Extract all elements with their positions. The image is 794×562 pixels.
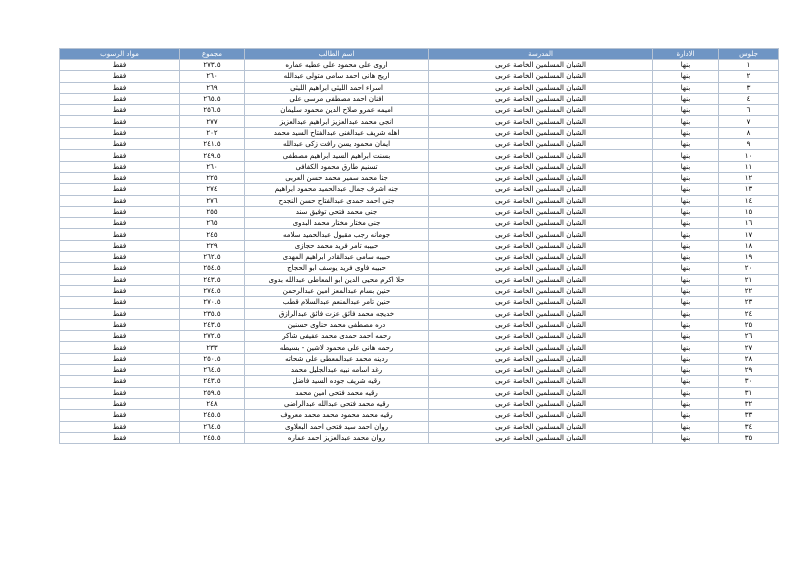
cell-school[interactable]: الشبان المسلمين الخاصة عربى	[429, 184, 653, 195]
cell-school[interactable]: الشبان المسلمين الخاصة عربى	[429, 387, 653, 398]
cell-school[interactable]: الشبان المسلمين الخاصة عربى	[429, 342, 653, 353]
cell-seat[interactable]: ٣١	[719, 387, 779, 398]
results-sheet	[60, 48, 779, 444]
cell-name[interactable]: رحمه احمد حمدى محمد عفيفى شاكر	[245, 331, 429, 342]
cell-name[interactable]: افنان احمد مصطفى مرسى على	[245, 93, 429, 104]
cell-name[interactable]: جنى مختار مختار محمد البدوى	[245, 218, 429, 229]
cell-failed[interactable]: فقط	[60, 308, 180, 319]
table-row	[60, 172, 779, 183]
cell-failed[interactable]: فقط	[60, 240, 180, 251]
cell-name[interactable]: اريج هانى احمد سامى متولى عبدالله	[245, 71, 429, 82]
cell-seat[interactable]: ٣٥	[719, 432, 779, 443]
cell-name[interactable]: اسراء احمد الليثى ابراهيم الليثى	[245, 82, 429, 93]
table-row	[60, 398, 779, 409]
table-body	[60, 60, 779, 444]
table-row	[60, 410, 779, 421]
cell-school[interactable]: الشبان المسلمين الخاصة عربى	[429, 398, 653, 409]
cell-total[interactable]: ٢٤٣.٥	[180, 376, 245, 387]
cell-failed[interactable]: فقط	[60, 82, 180, 93]
cell-seat[interactable]: ٣٠	[719, 376, 779, 387]
cell-failed[interactable]: فقط	[60, 297, 180, 308]
cell-seat[interactable]: ٣٤	[719, 421, 779, 432]
cell-total[interactable]: ٢٤٥	[180, 229, 245, 240]
cell-school[interactable]: الشبان المسلمين الخاصة عربى	[429, 240, 653, 251]
cell-failed[interactable]: فقط	[60, 229, 180, 240]
cell-total[interactable]: ٢٠٢	[180, 127, 245, 138]
table-row	[60, 195, 779, 206]
cell-admin[interactable]: بنها	[653, 150, 719, 161]
cell-seat[interactable]: ٢٢	[719, 285, 779, 296]
cell-seat[interactable]: ٢٨	[719, 353, 779, 364]
cell-total[interactable]: ٢٥٠.٥	[180, 353, 245, 364]
cell-failed[interactable]: فقط	[60, 105, 180, 116]
cell-failed[interactable]: فقط	[60, 172, 180, 183]
cell-total[interactable]: ٢٦٥.٥	[180, 93, 245, 104]
cell-total[interactable]: ٢٢٩	[180, 240, 245, 251]
cell-failed[interactable]: فقط	[60, 116, 180, 127]
cell-total[interactable]: ٢٦٠	[180, 71, 245, 82]
cell-admin[interactable]: بنها	[653, 184, 719, 195]
cell-total[interactable]: ٢٤٣.٥	[180, 274, 245, 285]
cell-name[interactable]: اروى على محمود على عطيه عماره	[245, 60, 429, 71]
cell-name[interactable]: رغد اسامه نبيه عبدالجليل محمد	[245, 365, 429, 376]
cell-school[interactable]: الشبان المسلمين الخاصة عربى	[429, 161, 653, 172]
cell-admin[interactable]: بنها	[653, 285, 719, 296]
cell-total[interactable]: ٢٧٤.٥	[180, 285, 245, 296]
cell-total[interactable]: ٢٣٣	[180, 342, 245, 353]
cell-seat[interactable]: ٢	[719, 71, 779, 82]
table-row	[60, 274, 779, 285]
cell-name[interactable]: ردينه محمد عبدالمعطى على شحاته	[245, 353, 429, 364]
cell-seat[interactable]: ٢١	[719, 274, 779, 285]
cell-failed[interactable]: فقط	[60, 139, 180, 150]
cell-admin[interactable]: بنها	[653, 376, 719, 387]
cell-seat[interactable]: ٢٤	[719, 308, 779, 319]
table-row	[60, 297, 779, 308]
cell-total[interactable]: ٢٧٠.٥	[180, 297, 245, 308]
table-row	[60, 184, 779, 195]
table-row	[60, 353, 779, 364]
cell-total[interactable]: ٢٦٤.٥	[180, 421, 245, 432]
cell-failed[interactable]: فقط	[60, 365, 180, 376]
cell-total[interactable]: ٢٤١.٥	[180, 139, 245, 150]
table-row	[60, 161, 779, 172]
cell-school[interactable]: الشبان المسلمين الخاصة عربى	[429, 365, 653, 376]
cell-failed[interactable]: فقط	[60, 218, 180, 229]
cell-failed[interactable]: فقط	[60, 387, 180, 398]
cell-name[interactable]: بسنت ابراهيم السيد ابراهيم مصطفى	[245, 150, 429, 161]
cell-seat[interactable]: ١٥	[719, 206, 779, 217]
cell-admin[interactable]: بنها	[653, 161, 719, 172]
cell-school[interactable]: الشبان المسلمين الخاصة عربى	[429, 432, 653, 443]
cell-school[interactable]: الشبان المسلمين الخاصة عربى	[429, 172, 653, 183]
cell-school[interactable]: الشبان المسلمين الخاصة عربى	[429, 116, 653, 127]
cell-failed[interactable]: فقط	[60, 398, 180, 409]
cell-failed[interactable]: فقط	[60, 127, 180, 138]
cell-name[interactable]: حنين تامر عبدالمنعم عبدالسلام قطب	[245, 297, 429, 308]
cell-failed[interactable]: فقط	[60, 60, 180, 71]
cell-admin[interactable]: بنها	[653, 82, 719, 93]
cell-seat[interactable]: ٣	[719, 82, 779, 93]
cell-school[interactable]: الشبان المسلمين الخاصة عربى	[429, 319, 653, 330]
cell-name[interactable]: حنين بسام عبدالمعز امين عبدالرحمن	[245, 285, 429, 296]
table-row	[60, 376, 779, 387]
cell-failed[interactable]: فقط	[60, 285, 180, 296]
cell-name[interactable]: خديجه محمد فائق عزت فائق عبدالرازق	[245, 308, 429, 319]
cell-admin[interactable]: بنها	[653, 297, 719, 308]
cell-seat[interactable]: ١٠	[719, 150, 779, 161]
cell-failed[interactable]: فقط	[60, 252, 180, 263]
cell-name[interactable]: انجى محمد عبدالعزيز ابراهيم عبدالعزيز	[245, 116, 429, 127]
cell-name[interactable]: روان محمد عبدالعزيز احمد عماره	[245, 432, 429, 443]
cell-name[interactable]: رحمه هانى على محمود لاشين - بسيطه	[245, 342, 429, 353]
cell-failed[interactable]: فقط	[60, 150, 180, 161]
table-row	[60, 263, 779, 274]
cell-total[interactable]: ٢٦٩	[180, 82, 245, 93]
cell-seat[interactable]: ٢٦	[719, 331, 779, 342]
cell-failed[interactable]: فقط	[60, 274, 180, 285]
cell-name[interactable]: جنه اشرف جمال عبدالحميد محمود ابراهيم	[245, 184, 429, 195]
cell-seat[interactable]: ١٩	[719, 252, 779, 263]
table-row	[60, 229, 779, 240]
cell-seat[interactable]: ٨	[719, 127, 779, 138]
cell-name[interactable]: رقيه محمد محمود محمد محمد معروف	[245, 410, 429, 421]
cell-seat[interactable]: ١١	[719, 161, 779, 172]
cell-admin[interactable]: بنها	[653, 127, 719, 138]
table-row	[60, 342, 779, 353]
cell-admin[interactable]: بنها	[653, 353, 719, 364]
cell-total[interactable]: ٢٥٥	[180, 206, 245, 217]
cell-seat[interactable]: ٦	[719, 105, 779, 116]
cell-admin[interactable]: بنها	[653, 252, 719, 263]
cell-admin[interactable]: بنها	[653, 421, 719, 432]
cell-total[interactable]: ٢٤٣.٥	[180, 319, 245, 330]
header-failed[interactable]: مواد الرسوب	[60, 49, 180, 60]
table-row	[60, 93, 779, 104]
cell-name[interactable]: حبيبه سامى عبدالقادر ابراهيم المهدى	[245, 252, 429, 263]
cell-failed[interactable]: فقط	[60, 331, 180, 342]
cell-name[interactable]: ايمان محمود يسن رافت زكى عبدالله	[245, 139, 429, 150]
cell-seat[interactable]: ١٨	[719, 240, 779, 251]
cell-failed[interactable]: فقط	[60, 319, 180, 330]
cell-school[interactable]: الشبان المسلمين الخاصة عربى	[429, 285, 653, 296]
cell-total[interactable]: ٢٦٢.٥	[180, 252, 245, 263]
cell-seat[interactable]: ٩	[719, 139, 779, 150]
cell-school[interactable]: الشبان المسلمين الخاصة عربى	[429, 410, 653, 421]
cell-admin[interactable]: بنها	[653, 274, 719, 285]
cell-name[interactable]: اميمه عمرو صلاح الدين محمود سليمان	[245, 105, 429, 116]
header-total[interactable]: مجموع	[180, 49, 245, 60]
table-row	[60, 387, 779, 398]
cell-seat[interactable]: ١٣	[719, 184, 779, 195]
cell-name[interactable]: جنى محمد فتحى توفيق سند	[245, 206, 429, 217]
table-row	[60, 319, 779, 330]
cell-failed[interactable]: فقط	[60, 195, 180, 206]
results-table	[59, 48, 779, 444]
cell-failed[interactable]: فقط	[60, 410, 180, 421]
cell-name[interactable]: تسنيم طارق محمود الكفافى	[245, 161, 429, 172]
cell-total[interactable]: ٢٤٨	[180, 398, 245, 409]
cell-failed[interactable]: فقط	[60, 184, 180, 195]
cell-name[interactable]: رقيه شريف جوده السيد فاضل	[245, 376, 429, 387]
cell-school[interactable]: الشبان المسلمين الخاصة عربى	[429, 105, 653, 116]
cell-admin[interactable]: بنها	[653, 71, 719, 82]
cell-name[interactable]: اهله شريف عبدالغنى عبدالفتاح السيد محمد	[245, 127, 429, 138]
cell-name[interactable]: دره مصطفى محمد حناوى حسنين	[245, 319, 429, 330]
cell-failed[interactable]: فقط	[60, 421, 180, 432]
cell-total[interactable]: ٢٢٥	[180, 172, 245, 183]
header-school[interactable]: المدرسة	[429, 49, 653, 60]
cell-school[interactable]: الشبان المسلمين الخاصة عربى	[429, 195, 653, 206]
table-row	[60, 139, 779, 150]
cell-total[interactable]: ٢٧٣.٥	[180, 60, 245, 71]
cell-failed[interactable]: فقط	[60, 376, 180, 387]
cell-seat[interactable]: ١٧	[719, 229, 779, 240]
cell-failed[interactable]: فقط	[60, 206, 180, 217]
cell-seat[interactable]: ٣٢	[719, 398, 779, 409]
cell-school[interactable]: الشبان المسلمين الخاصة عربى	[429, 218, 653, 229]
cell-school[interactable]: الشبان المسلمين الخاصة عربى	[429, 71, 653, 82]
cell-total[interactable]: ٢٤٥.٥	[180, 432, 245, 443]
table-row	[60, 240, 779, 251]
table-row	[60, 206, 779, 217]
cell-seat[interactable]: ٢٩	[719, 365, 779, 376]
cell-name[interactable]: روان احمد سيد فتحى احمد البعلاوى	[245, 421, 429, 432]
cell-seat[interactable]: ٤	[719, 93, 779, 104]
cell-school[interactable]: الشبان المسلمين الخاصة عربى	[429, 229, 653, 240]
cell-admin[interactable]: بنها	[653, 342, 719, 353]
header-row	[60, 49, 779, 60]
table-row	[60, 127, 779, 138]
cell-seat[interactable]: ٢٠	[719, 263, 779, 274]
cell-admin[interactable]: بنها	[653, 60, 719, 71]
cell-total[interactable]: ٢٤٩.٥	[180, 150, 245, 161]
cell-admin[interactable]: بنها	[653, 206, 719, 217]
cell-admin[interactable]: بنها	[653, 308, 719, 319]
cell-admin[interactable]: بنها	[653, 139, 719, 150]
table-row	[60, 105, 779, 116]
cell-seat[interactable]: ١٦	[719, 218, 779, 229]
cell-total[interactable]: ٢٥٩.٥	[180, 387, 245, 398]
cell-failed[interactable]: فقط	[60, 342, 180, 353]
cell-admin[interactable]: بنها	[653, 93, 719, 104]
cell-name[interactable]: جنى احمد حمدى عبدالفتاح حسن النجدح	[245, 195, 429, 206]
cell-failed[interactable]: فقط	[60, 353, 180, 364]
cell-total[interactable]: ٢٦٥	[180, 218, 245, 229]
cell-admin[interactable]: بنها	[653, 195, 719, 206]
cell-total[interactable]: ٢٤٥.٥	[180, 410, 245, 421]
table-row	[60, 331, 779, 342]
cell-name[interactable]: حبيبه تامر فريد محمد حجازى	[245, 240, 429, 251]
cell-school[interactable]: الشبان المسلمين الخاصة عربى	[429, 252, 653, 263]
header-admin[interactable]: الادارة	[653, 49, 719, 60]
cell-school[interactable]: الشبان المسلمين الخاصة عربى	[429, 331, 653, 342]
cell-failed[interactable]: فقط	[60, 161, 180, 172]
cell-admin[interactable]: بنها	[653, 410, 719, 421]
cell-total[interactable]: ٢٦٠	[180, 161, 245, 172]
cell-admin[interactable]: بنها	[653, 116, 719, 127]
cell-seat[interactable]: ١٤	[719, 195, 779, 206]
table-row	[60, 285, 779, 296]
cell-admin[interactable]: بنها	[653, 387, 719, 398]
cell-failed[interactable]: فقط	[60, 93, 180, 104]
cell-name[interactable]: رقيه محمد فتحى عبدالله عبدالراضى	[245, 398, 429, 409]
cell-admin[interactable]: بنها	[653, 365, 719, 376]
table-row	[60, 421, 779, 432]
cell-total[interactable]: ٢٧٦	[180, 195, 245, 206]
cell-school[interactable]: الشبان المسلمين الخاصة عربى	[429, 93, 653, 104]
cell-school[interactable]: الشبان المسلمين الخاصة عربى	[429, 297, 653, 308]
cell-seat[interactable]: ٧	[719, 116, 779, 127]
cell-school[interactable]: الشبان المسلمين الخاصة عربى	[429, 353, 653, 364]
cell-total[interactable]: ٢٣٥.٥	[180, 308, 245, 319]
cell-total[interactable]: ٢٧٧	[180, 116, 245, 127]
cell-total[interactable]: ٢٧٤	[180, 184, 245, 195]
cell-total[interactable]: ٢٥٤.٥	[180, 263, 245, 274]
table-row	[60, 432, 779, 443]
cell-admin[interactable]: بنها	[653, 218, 719, 229]
cell-admin[interactable]: بنها	[653, 319, 719, 330]
cell-school[interactable]: الشبان المسلمين الخاصة عربى	[429, 274, 653, 285]
cell-school[interactable]: الشبان المسلمين الخاصة عربى	[429, 127, 653, 138]
cell-admin[interactable]: بنها	[653, 432, 719, 443]
cell-admin[interactable]: بنها	[653, 331, 719, 342]
cell-failed[interactable]: فقط	[60, 71, 180, 82]
cell-school[interactable]: الشبان المسلمين الخاصة عربى	[429, 60, 653, 71]
table-row	[60, 218, 779, 229]
cell-school[interactable]: الشبان المسلمين الخاصة عربى	[429, 376, 653, 387]
header-seat[interactable]: جلوس	[719, 49, 779, 60]
table-row	[60, 60, 779, 71]
cell-school[interactable]: الشبان المسلمين الخاصة عربى	[429, 150, 653, 161]
cell-admin[interactable]: بنها	[653, 229, 719, 240]
cell-admin[interactable]: بنها	[653, 240, 719, 251]
cell-school[interactable]: الشبان المسلمين الخاصة عربى	[429, 139, 653, 150]
cell-total[interactable]: ٢٧٢.٥	[180, 331, 245, 342]
cell-total[interactable]: ٢٦٤.٥	[180, 365, 245, 376]
cell-school[interactable]: الشبان المسلمين الخاصة عربى	[429, 206, 653, 217]
cell-seat[interactable]: ١٢	[719, 172, 779, 183]
cell-name[interactable]: حبيبه فاوى فريد يوسف ابو الحجاج	[245, 263, 429, 274]
table-row	[60, 71, 779, 82]
cell-school[interactable]: الشبان المسلمين الخاصة عربى	[429, 308, 653, 319]
cell-seat[interactable]: ١	[719, 60, 779, 71]
cell-school[interactable]: الشبان المسلمين الخاصة عربى	[429, 421, 653, 432]
table-row	[60, 365, 779, 376]
cell-admin[interactable]: بنها	[653, 105, 719, 116]
cell-failed[interactable]: فقط	[60, 263, 180, 274]
cell-total[interactable]: ٢٥٦.٥	[180, 105, 245, 116]
cell-school[interactable]: الشبان المسلمين الخاصة عربى	[429, 263, 653, 274]
cell-name[interactable]: جنا محمد سمير محمد حسن العربى	[245, 172, 429, 183]
cell-seat[interactable]: ٢٣	[719, 297, 779, 308]
table-row	[60, 82, 779, 93]
table-row	[60, 116, 779, 127]
cell-name[interactable]: حلا اكرم محيى الدين ابو المعاطى عبدالله بدوى	[245, 274, 429, 285]
table-row	[60, 308, 779, 319]
cell-admin[interactable]: بنها	[653, 172, 719, 183]
header-name[interactable]: اسم الطالب	[245, 49, 429, 60]
cell-school[interactable]: الشبان المسلمين الخاصة عربى	[429, 82, 653, 93]
cell-admin[interactable]: بنها	[653, 263, 719, 274]
cell-name[interactable]: جومانه رجب مقبول عبدالحميد سلامه	[245, 229, 429, 240]
cell-seat[interactable]: ٢٥	[719, 319, 779, 330]
cell-seat[interactable]: ٢٧	[719, 342, 779, 353]
cell-admin[interactable]: بنها	[653, 398, 719, 409]
table-row	[60, 150, 779, 161]
table-row	[60, 252, 779, 263]
cell-failed[interactable]: فقط	[60, 432, 180, 443]
cell-name[interactable]: رقيه محمد فتحى امين محمد	[245, 387, 429, 398]
cell-seat[interactable]: ٣٣	[719, 410, 779, 421]
